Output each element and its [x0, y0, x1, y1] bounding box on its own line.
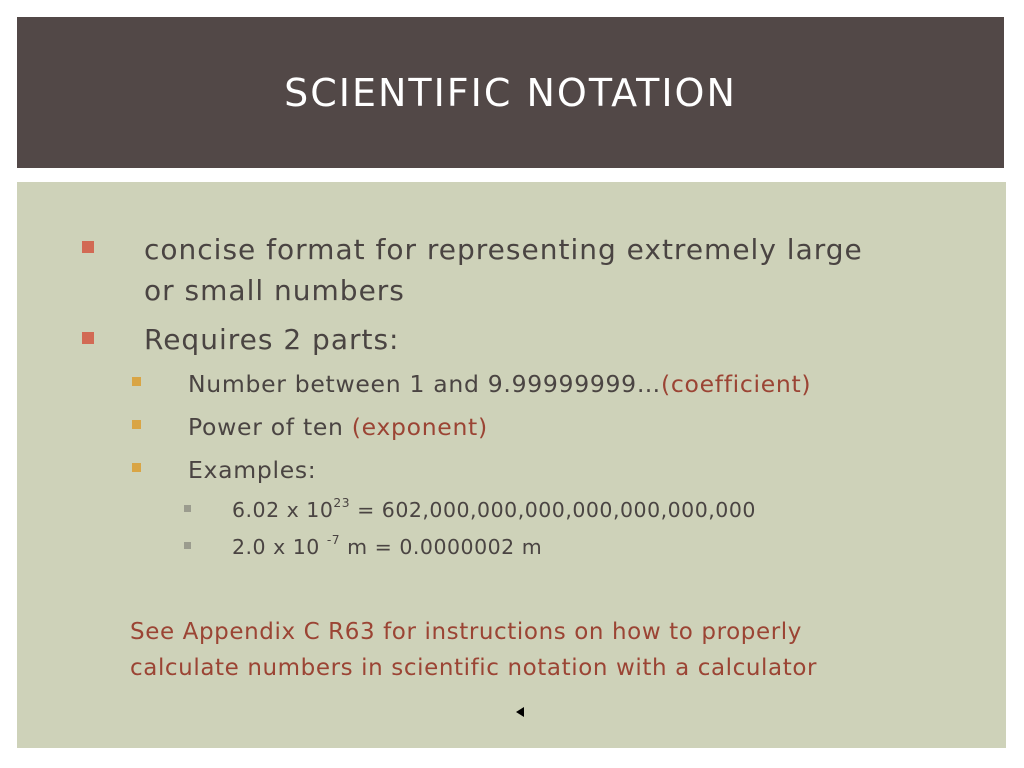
example-avogadro	[183, 495, 993, 525]
example-exponent: -7	[326, 532, 341, 547]
example-small-number	[183, 532, 993, 562]
bullet-text-line2: or small numbers	[144, 274, 405, 307]
appendix-note-line1: See Appendix C R63 for instructions on how to properly	[130, 619, 803, 645]
slide-title: SCIENTIFIC NOTATION	[284, 70, 737, 115]
subbullet-marker-icon	[132, 420, 141, 429]
example-base: 6.02 x 10	[232, 498, 334, 522]
subbullet-examples	[130, 453, 990, 487]
example-value: m = 0.0000002 m	[340, 535, 543, 559]
subbullet-text: Power of ten	[188, 413, 352, 441]
appendix-note-line2: calculate numbers in scientific notation with a calculator	[130, 655, 818, 681]
subbullet-marker-icon	[132, 463, 141, 472]
back-triangle-icon[interactable]	[516, 707, 524, 717]
appendix-note	[130, 614, 1000, 686]
subbullet-coefficient	[130, 367, 990, 401]
example-base: 2.0 x 10	[232, 535, 327, 559]
example-marker-icon	[184, 505, 191, 512]
subbullet-text: Number between 1 and 9.99999999…	[188, 370, 661, 398]
bullet-marker-icon	[82, 332, 94, 344]
bullet-text-line1: concise format for representing extremely large	[144, 233, 863, 266]
bullet-text: Requires 2 parts:	[144, 323, 400, 356]
bullet-requires-parts	[80, 319, 980, 360]
coefficient-label: (coefficient)	[661, 370, 812, 398]
example-value: = 602,000,000,000,000,000,000,000	[350, 498, 756, 522]
slide-title-bar	[17, 17, 1004, 168]
bullet-concise-format	[80, 229, 980, 311]
bullet-marker-icon	[82, 241, 94, 253]
subbullet-text: Examples:	[188, 456, 317, 484]
example-exponent: 23	[333, 495, 351, 510]
subbullet-marker-icon	[132, 377, 141, 386]
exponent-label: (exponent)	[351, 413, 488, 441]
subbullet-exponent	[130, 410, 990, 444]
example-marker-icon	[184, 542, 191, 549]
